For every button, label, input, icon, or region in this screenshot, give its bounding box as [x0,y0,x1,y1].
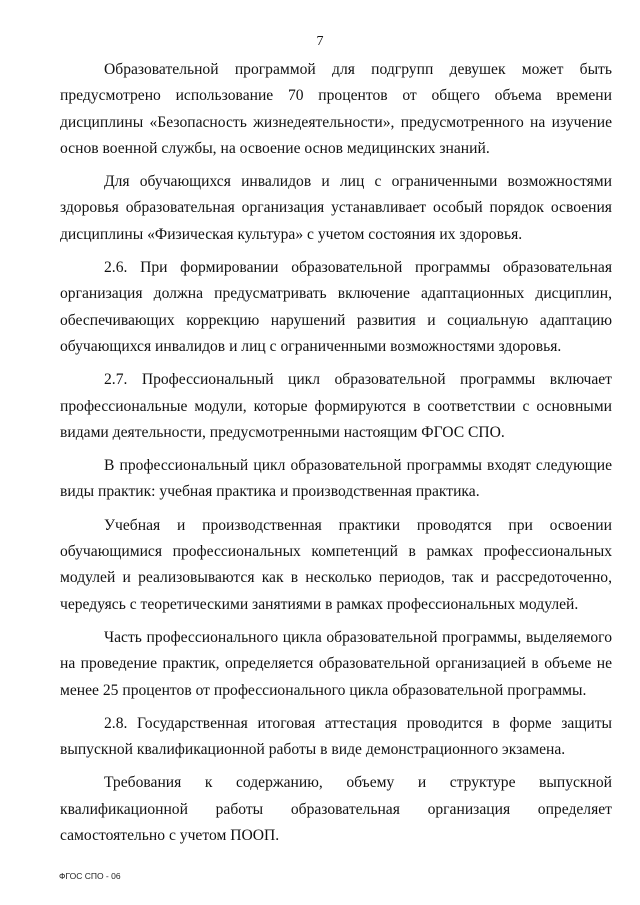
paragraph: Требования к содержанию, объему и структуре выпускной квалификационной работы образовательная организация определяет самостоятельно с учетом ПООП. [60,774,612,845]
paragraph: В профессиональный цикл образовательной программы входят следующие виды практик: учебная практика и производственная практика. [60,457,612,501]
document-body [60,57,612,849]
page-footer: ФГОС СПО - 06 [59,871,121,881]
paragraph: Учебная и производственная практики проводятся при освоении обучающимися профессиональных компетенций в рамках профессиональных модулей и реализовываются как в несколько периодов, так и рассредоточенно, чередуясь с теоретическими занятиями в рамках профессиональных модулей. [60,516,612,613]
paragraph: 2.6. При формировании образовательной программы образовательная организация должна предусматривать включение адаптационных дисциплин, обеспечивающих коррекцию нарушений развития и социальную адаптацию обучающихся инвалидов и лиц с ограниченными возможностями здоровья. [60,259,612,355]
paragraph: Часть профессионального цикла образовательной программы, выделяемого на проведение практик, определяется образовательной организацией в объеме не менее 25 процентов от профессионального цикла образовательной программы. [60,628,612,699]
paragraph: 2.8. Государственная итоговая аттестация проводится в форме защиты выпускной квалификационной работы в виде демонстрационного экзамена. [60,714,612,759]
paragraph: Для обучающихся инвалидов и лиц с ограниченными возможностями здоровья образовательная организация устанавливает особый порядок освоения дисциплины «Физическая культура» с учетом состояния их здоровья. [60,173,612,243]
page-number: 7 [316,34,324,49]
paragraph: 2.7. Профессиональный цикл образовательной программы включает профессиональные модули, которые формируются в соответствии с основными видами деятельности, предусмотренными настоящим ФГОС СПО. [60,371,612,441]
paragraph: Образовательной программой для подгрупп девушек может быть предусмотрено использование 70 процентов от общего объема времени дисциплины «Безопасность жизнедеятельности», предусмотренного на изучение основ военной службы, на освоение основ медицинских знаний. [60,61,612,157]
